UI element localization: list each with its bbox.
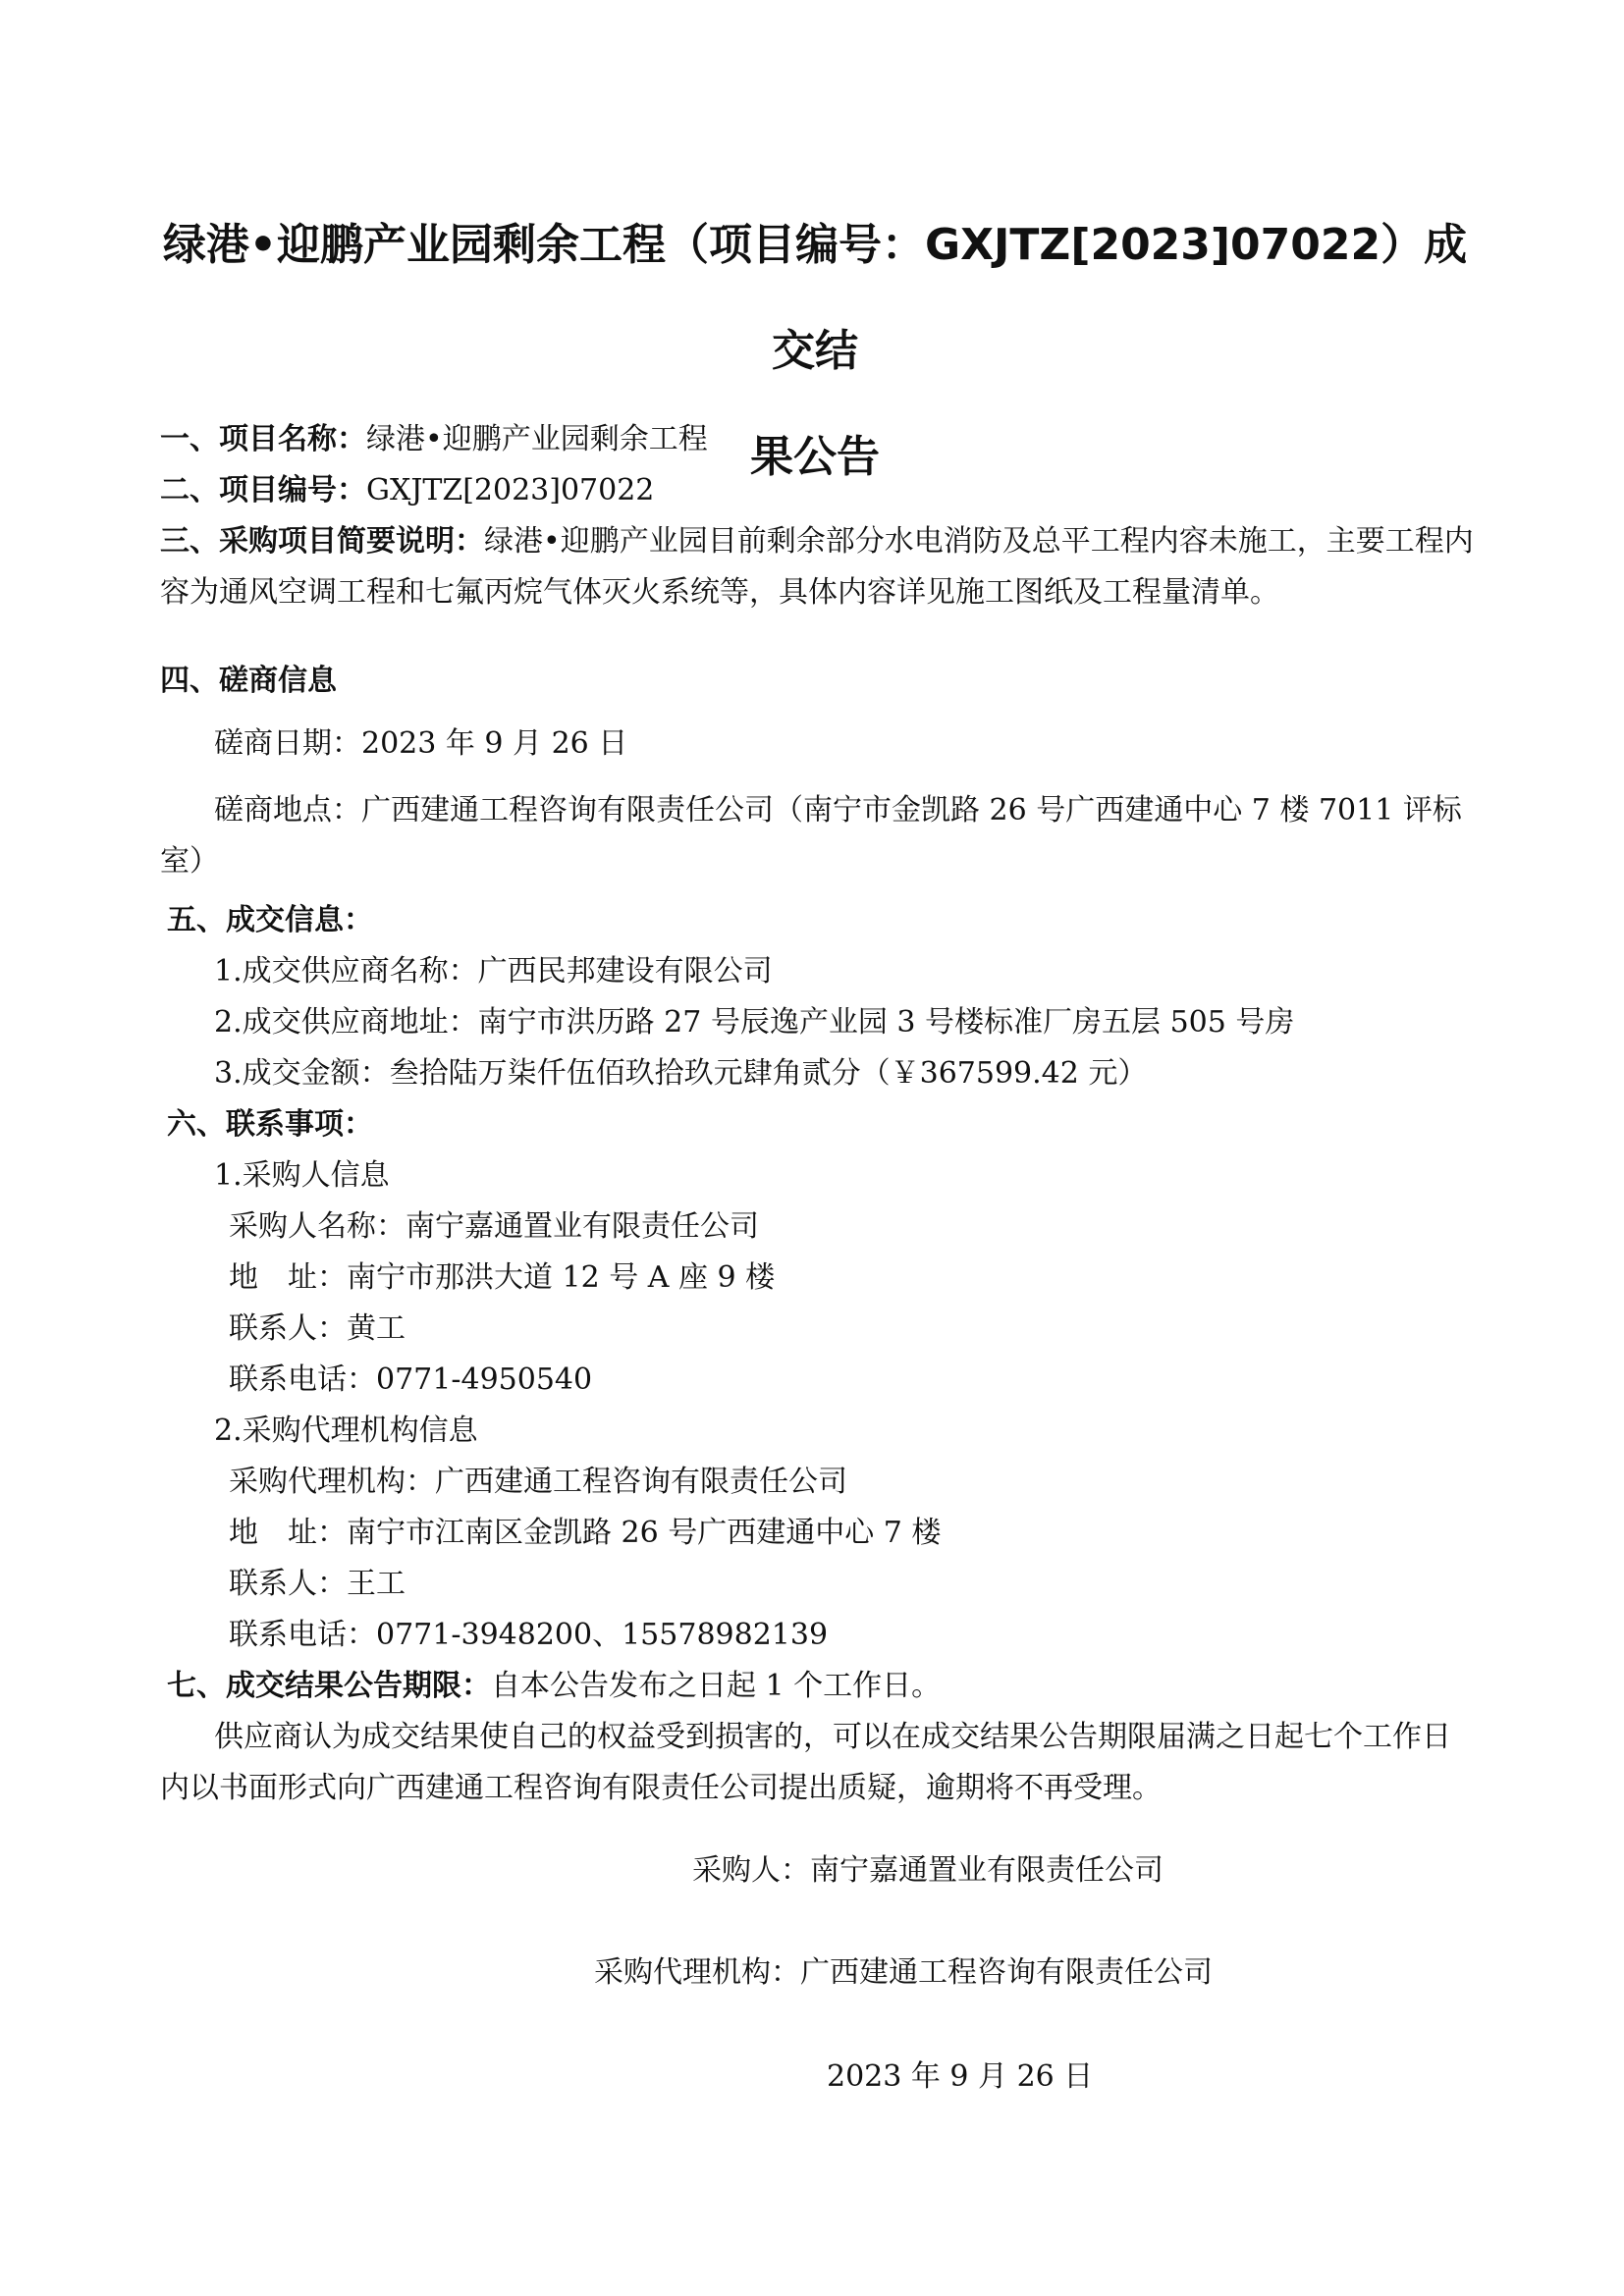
negotiation-date: 磋商日期：2023 年 9 月 26 日	[214, 726, 628, 761]
notice-period-label: 七、成交结果公告期限：	[167, 1669, 491, 1703]
buyer-address: 地 址：南宁市那洪大道 12 号 A 座 9 楼	[229, 1260, 776, 1295]
project-name-value: 绿港•迎鹏产业园剩余工程	[366, 422, 708, 456]
deal-label: 五、成交信息：	[167, 903, 373, 937]
section-contact-heading	[167, 1099, 373, 1150]
title-line-2: 果公告	[750, 432, 880, 482]
buyer-info-heading: 1.采购人信息	[214, 1158, 390, 1193]
negotiation-place: 磋商地点：广西建通工程咨询有限责任公司（南宁市金凯路 26 号广西建通中心 7 楼 7011 评标室）	[160, 793, 1462, 879]
deal-supplier-name: 1.成交供应商名称：广西民邦建设有限公司	[214, 954, 773, 988]
agency-contact: 联系人：王工	[229, 1567, 406, 1601]
section-project-description	[160, 516, 1478, 618]
signature-agency: 采购代理机构：广西建通工程咨询有限责任公司	[594, 1955, 1213, 1990]
notice-complaint-note: 供应商认为成交结果使自己的权益受到损害的，可以在成交结果公告期限届满之日起七个工作日内以书面形式向广西建通工程咨询有限责任公司提出质疑，逾期将不再受理。	[160, 1720, 1451, 1805]
negotiation-label: 四、磋商信息	[160, 664, 337, 698]
section-project-name	[160, 414, 708, 465]
contact-label: 六、联系事项：	[167, 1107, 373, 1142]
agency-phone: 联系电话：0771-3948200、15578982139	[229, 1618, 829, 1652]
section-deal-heading	[167, 895, 373, 946]
deal-amount: 3.成交金额：叁拾陆万柒仟伍佰玖拾玖元肆角贰分（￥367599.42 元）	[214, 1056, 1148, 1091]
project-description-label: 三、采购项目简要说明：	[160, 524, 484, 559]
section-negotiation-heading	[160, 656, 337, 707]
deal-supplier-address: 2.成交供应商地址：南宁市洪历路 27 号辰逸产业园 3 号楼标准厂房五层 505 号房	[214, 1005, 1295, 1040]
signature-buyer: 采购人：南宁嘉通置业有限责任公司	[692, 1853, 1164, 1888]
project-number-label: 二、项目编号：	[160, 473, 366, 507]
project-number-value: GXJTZ[2023]07022	[366, 473, 655, 507]
title-line-1: 绿港•迎鹏产业园剩余工程（项目编号：GXJTZ[2023]07022）成交结	[162, 220, 1468, 376]
agency-info-heading: 2.采购代理机构信息	[214, 1414, 478, 1448]
agency-address: 地 址：南宁市江南区金凯路 26 号广西建通中心 7 楼	[229, 1516, 942, 1550]
signature-date: 2023 年 9 月 26 日	[827, 2059, 1094, 2094]
buyer-contact: 联系人：黄工	[229, 1311, 406, 1346]
project-description-value: 绿港•迎鹏产业园目前剩余部分水电消防及总平工程内容未施工，主要工程内容为通风空调工程和七氟丙烷气体灭火系统等，具体内容详见施工图纸及工程量清单。	[160, 524, 1474, 610]
buyer-name: 采购人名称：南宁嘉通置业有限责任公司	[229, 1209, 759, 1244]
project-name-label: 一、项目名称：	[160, 422, 366, 456]
notice-period-value: 自本公告发布之日起 1 个工作日。	[491, 1669, 942, 1703]
buyer-phone: 联系电话：0771-4950540	[229, 1362, 593, 1397]
section-notice-period	[167, 1661, 941, 1712]
agency-name: 采购代理机构：广西建通工程咨询有限责任公司	[229, 1465, 847, 1499]
section-project-number	[160, 465, 654, 516]
